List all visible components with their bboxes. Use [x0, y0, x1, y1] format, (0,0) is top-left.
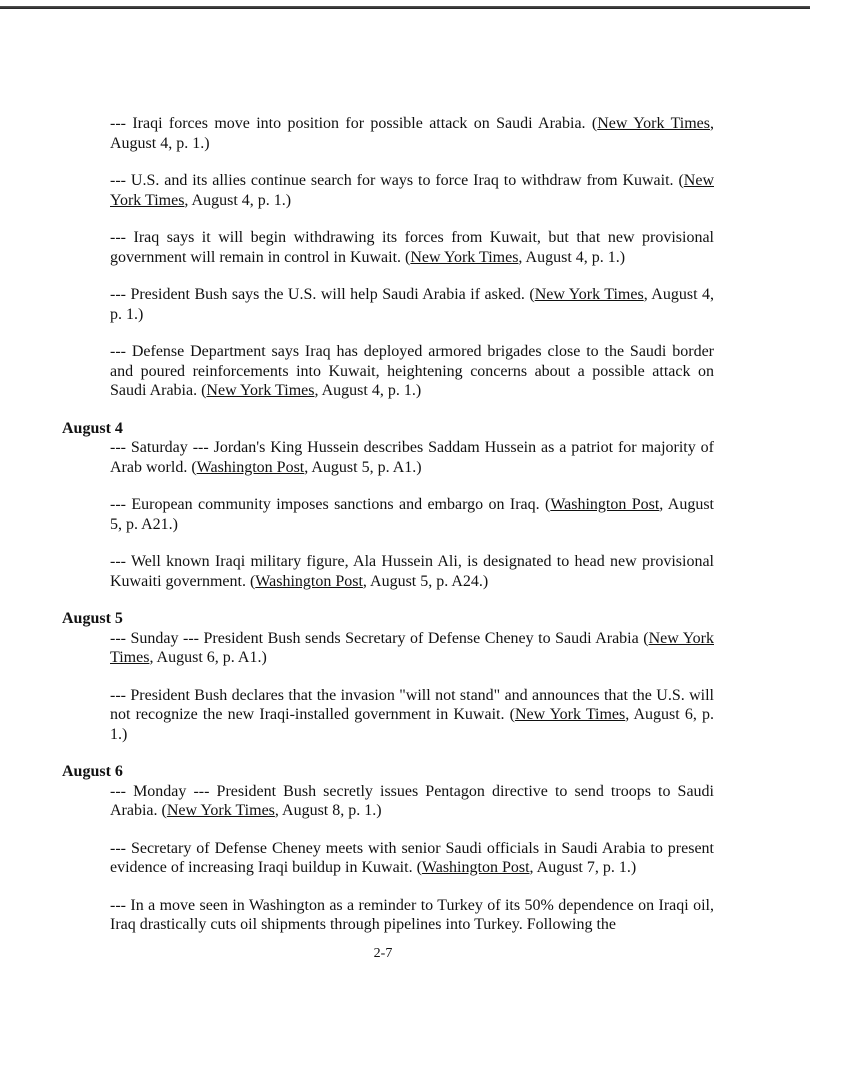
entry-citation: , August 5, p. A1.)	[304, 458, 422, 476]
entry-citation: , August 4, p. 1.)	[110, 286, 714, 323]
timeline-entry	[110, 342, 714, 401]
entry-citation: , August 8, p. 1.)	[274, 802, 382, 819]
timeline-entry	[110, 552, 714, 591]
entry-source: New York Times	[597, 115, 710, 132]
entry-text: --- Defense Department says Iraq has deployed armored brigades close to the Saudi border and poured reinforcements into Kuwait, heightening concerns about a possible attack on Saudi Arabia. (	[110, 343, 714, 399]
timeline-entry	[110, 171, 714, 210]
entry-text: --- Iraq says it will begin withdrawing its forces from Kuwait, but that new provisional government will remain in control in Kuwait. (	[110, 229, 714, 266]
entry-text: --- Saturday --- Jordan's King Hussein describes Saddam Hussein as a patriot for majority of Arab world. (	[110, 439, 714, 476]
entry-text: --- Well known Iraqi military figure, Ala Hussein Ali, is designated to head new provisional Kuwaiti government. (	[110, 553, 714, 590]
entry-source: New York Times	[534, 286, 644, 303]
date-heading: August 6	[62, 763, 123, 780]
entry-source: Washington Post	[421, 859, 530, 876]
timeline-entry	[110, 839, 714, 878]
entry-text: --- President Bush says the U.S. will help Saudi Arabia if asked. (	[110, 286, 535, 303]
entry-source: Washington Post	[550, 496, 660, 513]
timeline-entry	[110, 896, 714, 935]
timeline-entry	[110, 228, 714, 267]
timeline-entry	[110, 438, 714, 477]
timeline-entry	[110, 686, 714, 745]
entry-citation: , August 4, p. 1.)	[314, 382, 422, 399]
timeline-section	[62, 609, 714, 744]
timeline-section	[62, 419, 714, 592]
entry-source: New York Times	[410, 248, 519, 266]
entry-text: --- European community imposes sanctions and embargo on Iraq. (	[110, 496, 551, 513]
timeline-section	[62, 762, 714, 935]
timeline-entry	[110, 629, 714, 668]
scan-top-border	[0, 6, 810, 9]
entry-text: --- Secretary of Defense Cheney meets with senior Saudi officials in Saudi Arabia to present evidence of increasing Iraqi buildup in Kuwait. (	[110, 839, 714, 876]
entry-citation: , August 5, p. A24.)	[362, 572, 489, 590]
entry-text: --- President Bush declares that the invasion "will not stand" and announces that the U.S. will not recognize the new Iraqi-installed government in Kuwait. (	[110, 686, 714, 723]
entry-citation: , August 6, p. 1.)	[110, 706, 714, 743]
entry-source: New York Times	[110, 629, 714, 666]
entry-source: Washington Post	[255, 572, 363, 590]
page-number: 2-7	[373, 946, 393, 961]
entry-source: New York Times	[110, 172, 714, 209]
entry-citation: , August 4, p. 1.)	[518, 248, 626, 266]
entry-citation: , August 4, p. 1.)	[184, 191, 292, 209]
date-heading: August 4	[62, 419, 123, 437]
timeline-entry	[110, 782, 714, 821]
entry-text: --- Iraqi forces move into position for possible attack on Saudi Arabia. (	[110, 115, 598, 132]
entry-citation: , August 7, p. 1.)	[529, 859, 637, 876]
date-heading: August 5	[62, 610, 123, 627]
entry-source: New York Times	[514, 706, 626, 723]
entry-text: --- Monday --- President Bush secretly issues Pentagon directive to send troops to Saudi Arabia. (	[110, 782, 714, 819]
entry-citation: , August 5, p. A21.)	[110, 496, 715, 533]
entry-source: New York Times	[166, 802, 275, 819]
entry-citation: , August 6, p. A1.)	[149, 649, 267, 666]
entry-source: Washington Post	[196, 458, 305, 476]
entry-text: --- In a move seen in Washington as a reminder to Turkey of its 50% dependence on Iraqi oil, Iraq drastically cuts oil shipments through pipelines into Turkey. Following the	[110, 896, 714, 933]
document-body	[62, 114, 714, 953]
entry-citation: , August 4, p. 1.)	[110, 115, 714, 152]
entry-text: --- Sunday --- President Bush sends Secretary of Defense Cheney to Saudi Arabia (	[110, 629, 649, 647]
timeline-entry	[110, 285, 714, 324]
timeline-entry	[110, 495, 714, 534]
timeline-section	[62, 114, 714, 401]
entry-source: New York Times	[206, 382, 315, 399]
entry-text: --- U.S. and its allies continue search for ways to force Iraq to withdraw from Kuwait. (	[110, 172, 684, 189]
timeline-entry	[110, 114, 714, 153]
